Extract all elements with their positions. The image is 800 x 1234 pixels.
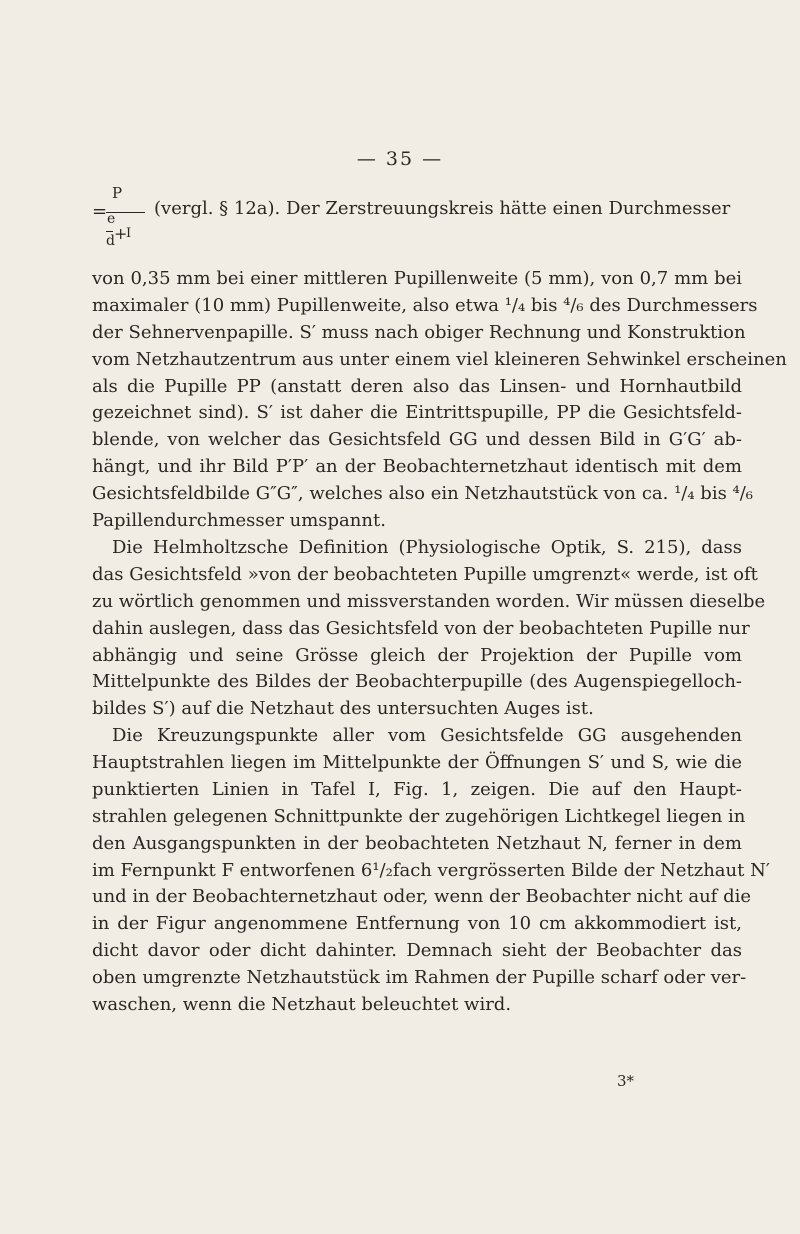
text-line: den Ausgangspunkten in der beobachteten Netzhaut N, ferner in dem <box>92 833 742 854</box>
text-line: blende, von welcher das Gesichtsfeld GG und dessen Bild in G′G′ ab- <box>92 429 742 450</box>
formula-plus: + <box>114 224 128 243</box>
text-line: und in der Beobachternetzhaut oder, wenn der Beobachter nicht auf die <box>92 886 751 907</box>
text-line: das Gesichtsfeld »von der beobachteten Pupille umgrenzt« werde, ist oft <box>92 564 758 585</box>
text-line: von 0,35 mm bei einer mittleren Pupillenweite (5 mm), von 0,7 mm bei <box>92 268 742 289</box>
text-line: gezeichnet sind). S′ ist daher die Eintrittspupille, PP die Gesichtsfeld- <box>92 402 742 423</box>
text-line: dicht davor oder dicht dahinter. Demnach sieht der Beobachter das <box>92 940 742 961</box>
text-line: im Fernpunkt F entworfenen 6¹/₂fach vergrösserten Bilde der Netzhaut N′ <box>92 860 770 881</box>
text-line: oben umgrenzte Netzhautstück im Rahmen der Pupille scharf oder ver- <box>92 967 747 988</box>
text-line: dahin auslegen, dass das Gesichtsfeld von der beobachteten Pupille nur <box>92 618 750 639</box>
text-line: strahlen gelegenen Schnittpunkte der zugehörigen Lichtkegel liegen in <box>92 806 746 827</box>
text-line: hängt, und ihr Bild P′P′ an der Beobachternetzhaut identisch mit dem <box>92 456 742 477</box>
formula-e: e <box>107 211 116 227</box>
formula-equals: = <box>92 201 108 222</box>
text-line: abhängig und seine Grösse gleich der Projektion der Pupille vom <box>92 645 742 666</box>
text-line: der Sehnervenpapille. S′ muss nach obiger Rechnung und Konstruktion <box>92 322 746 343</box>
text-line: Mittelpunkte des Bildes der Beobachterpupille (des Augenspiegelloch- <box>92 671 742 692</box>
text-line: Papillendurchmesser umspannt. <box>92 510 386 531</box>
text-line: Hauptstrahlen liegen im Mittelpunkte der Öffnungen S′ und S, wie die <box>92 752 742 773</box>
text-line: vom Netzhautzentrum aus unter einem viel kleineren Sehwinkel erscheinen <box>92 349 787 370</box>
text-line: maximaler (10 mm) Pupillenweite, also etwa ¹/₄ bis ⁴/₆ des Durchmessers <box>92 295 758 316</box>
formula-one: I <box>126 226 132 241</box>
text-line: zu wörtlich genommen und missverstanden worden. Wir müssen dieselbe <box>92 591 766 612</box>
text-line: Die Kreuzungspunkte aller vom Gesichtsfelde GG ausgehenden <box>112 725 742 746</box>
formula-line <box>92 178 742 258</box>
formula-d: d <box>106 233 115 249</box>
text-line: Gesichtsfeldbilde G″G″, welches also ein Netzhautstück von ca. ¹/₄ bis ⁴/₆ <box>92 483 754 504</box>
text-line: als die Pupille PP (anstatt deren also das Linsen- und Hornhautbild <box>92 376 742 397</box>
signature-mark: 3* <box>617 1072 635 1090</box>
formula-text: (vergl. § 12a). Der Zerstreuungskreis hätte einen Durchmesser <box>154 198 731 219</box>
small-fraction-bar <box>106 231 113 232</box>
text-line: Die Helmholtzsche Definition (Physiologische Optik, S. 215), dass <box>112 537 742 558</box>
text-line: waschen, wenn die Netzhaut beleuchtet wird. <box>92 994 512 1015</box>
text-line: in der Figur angenommene Entfernung von 10 cm akkommodiert ist, <box>92 913 742 934</box>
text-line: bildes S′) auf die Netzhaut des untersuchten Auges ist. <box>92 698 594 719</box>
text-line: punktierten Linien in Tafel I, Fig. 1, zeigen. Die auf den Haupt- <box>92 779 742 800</box>
page-number: — 35 — <box>356 148 444 170</box>
formula-numerator: P <box>112 184 123 202</box>
